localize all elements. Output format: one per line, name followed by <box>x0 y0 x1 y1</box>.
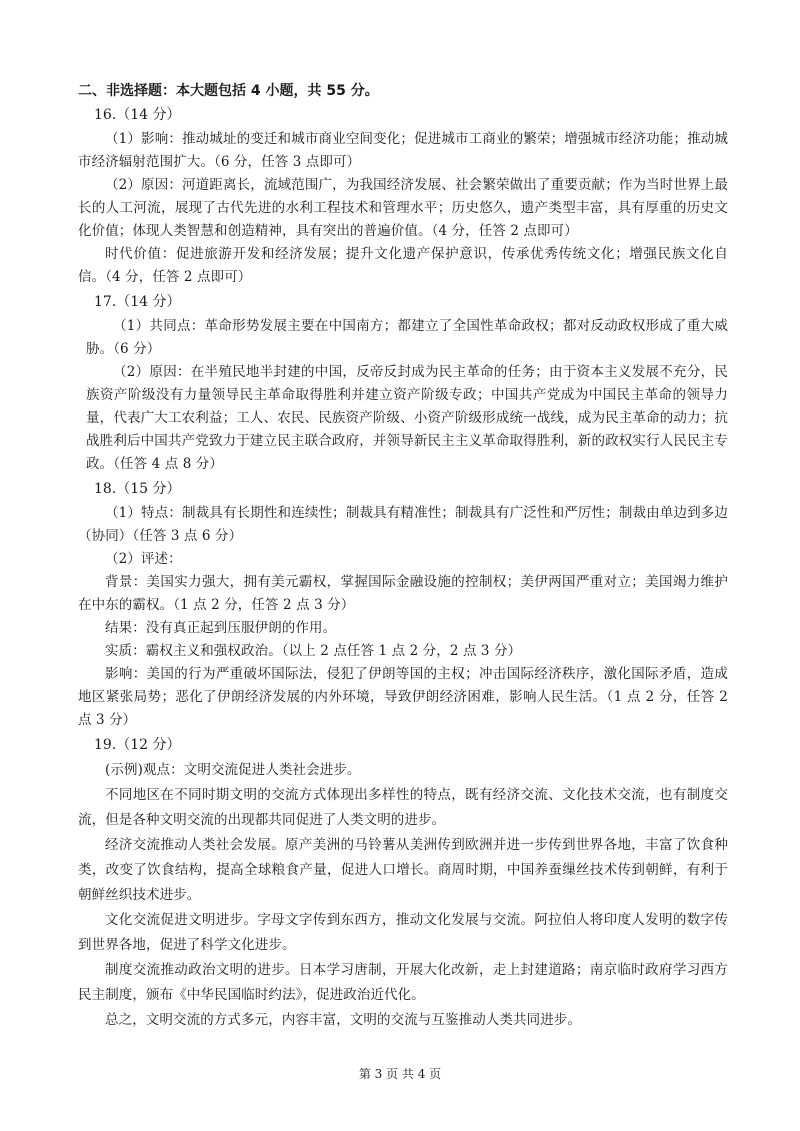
q18-essence: 实质：霸权主义和强权政治。（以上 2 点任答 1 点 2 分，2 点 3 分） <box>105 643 522 659</box>
q19-cultural: 文化交流促进文明进步。字母文字传到东西方，推动文化发展与交流。阿拉伯人将印度人发明的数字传到世界各地，促进了科学文化进步。 <box>78 912 728 953</box>
question-19-header: 19.（12 分） <box>94 737 181 753</box>
q19-institutional: 制度交流推动政治文明的进步。日本学习唐制，开展大化改新，走上封建道路；南京临时政府学习西方民主制度，颁布《中华民国临时约法》，促进政治近代化。 <box>78 962 728 1003</box>
answer-content <box>78 80 728 1033</box>
section-title: 二、非选择题：本大题包括 4 小题，共 55 分。 <box>78 83 379 99</box>
q17-part2: （2）原因：在半殖民地半封建的中国，反帝反封成为民主革命的任务；由于资本主义发展不充分，民族资产阶级没有力量领导民主革命取得胜利并建立资产阶级专政；中国共产党成为中国民主革命的领导力量，代表广大工农利益；工人、农民、民族资产阶级、小资产阶级形成统一战线，成为民主革命的动力；抗战胜利后中国共产党致力于建立民主联合政府，并领导新民主主义革命取得胜利，新的政权实行人民民主专政。（任答 4 点 8 分） <box>86 364 728 472</box>
q17-part1: （1）共同点：革命形势发展主要在中国南方；都建立了全国性革命政权；都对反动政权形成了重大威胁。（6 分） <box>86 318 728 357</box>
q18-background: 背景：美国实力强大，拥有美元霸权，掌握国际金融设施的控制权；美伊两国严重对立；美国竭力维护在中东的霸权。（1 点 2 分，任答 2 点 3 分） <box>78 574 728 613</box>
q19-conclusion: 总之，文明交流的方式多元，内容丰富，文明的交流与互鉴推动人类共同进步。 <box>105 1012 581 1028</box>
q18-part2: （2）评述： <box>105 551 182 567</box>
q19-intro: 不同地区在不同时期文明的交流方式体现出多样性的特点，既有经济交流、文化技术交流，也有制度交流，但是各种文明交流的出现都共同促进了人类文明的进步。 <box>78 787 728 828</box>
question-18-header: 18.（15 分） <box>94 481 181 497</box>
q16-part2: （2）原因：河道距离长，流域范围广，为我国经济发展、社会繁荣做出了重要贡献；作为当时世界上最长的人工河流，展现了古代先进的水利工程技术和管理水平；历史悠久，遗产类型丰富，具有厚重的历史文化价值；体现人类智慧和创造精神，具有突出的普遍价值。（4 分，任答 2 点即可） <box>78 177 728 239</box>
question-16-header: 16.（14 分） <box>94 107 181 123</box>
q18-impact: 影响：美国的行为严重破坏国际法，侵犯了伊朗等国的主权；冲击国际经济秩序，激化国际矛盾，造成地区紧张局势；恶化了伊朗经济发展的内外环境，导致伊朗经济困难，影响人民生活。（1 点 2 分，任答 2 点 3 分） <box>78 666 728 728</box>
question-17-header: 17.（14 分） <box>94 294 181 310</box>
page-footer: 第 3 页 共 4 页 <box>358 1067 442 1081</box>
q16-part1: （1）影响：推动城址的变迁和城市商业空间变化；促进城市工商业的繁荣；增强城市经济功能；推动城市经济辐射范围扩大。（6 分，任答 3 点即可） <box>78 131 728 170</box>
q18-result: 结果：没有真正起到压服伊朗的作用。 <box>105 620 337 636</box>
q18-part1: （1）特点：制裁具有长期性和连续性；制裁具有精准性；制裁具有广泛性和严厉性；制裁由单边到多边（协同）（任答 3 点 6 分） <box>78 505 728 544</box>
q16-part3: 时代价值：促进旅游开发和经济发展；提升文化遗产保护意识，传承优秀传统文化；增强民族文化自信。（4 分，任答 2 点即可） <box>78 246 728 285</box>
q19-economic: 经济交流推动人类社会发展。原产美洲的马铃薯从美洲传到欧洲并进一步传到世界各地，丰富了饮食种类，改变了饮食结构，提高全球粮食产量，促进人口增长。商周时期，中国养蚕缫丝技术传到朝鲜，有利于朝鲜丝织技术进步。 <box>78 837 728 903</box>
q19-viewpoint: (示例)观点：文明交流促进人类社会进步。 <box>105 762 361 778</box>
